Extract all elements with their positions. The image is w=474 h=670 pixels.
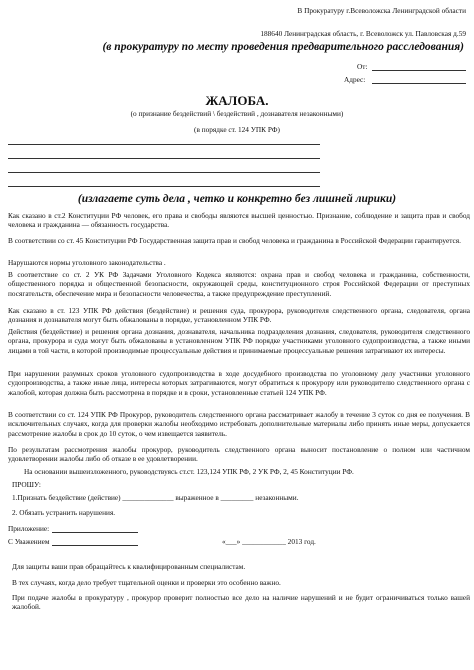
paragraph-1: Как сказано в ст.2 Конституции РФ человек, его права и свободы являются высшей ценностью. Признание, соблюдение и защита прав и свобод человека и гражданина — обязанность государства. [8, 211, 470, 230]
paragraph-7: При нарушении разумных сроков уголовного судопроизводства в ходе досудебного производства по уголовному делу участники уголовного судопроизводства, а также иные лица, интересы которых затрагиваются, могут обратиться к прокурору или руководителю следственного органа с жалобой, которая должна быть рассмотрена в порядке и в сроки, установленные статьей 124 УПК РФ. [8, 369, 470, 397]
essence-blank-2 [8, 158, 320, 159]
address-blank [372, 83, 466, 84]
footer-note-3: При подаче жалобы в прокуратуру , прокурор проверит полностью все дело на наличие нарушений и не будит ограничиваться только вашей жалобой. [12, 593, 470, 612]
paragraph-5: Как сказано в ст. 123 УПК РФ действия (бездействие) и решения суда, прокурора, руководителя следственного органа, следователя, органа дознания и дознавателя могут быть обжалованы в порядке, установленном УПК РФ. [8, 306, 470, 325]
request-label: ПРОШУ: [12, 480, 41, 489]
paragraph-8: В соответствии со ст. 124 УПК РФ Прокурор, руководитель следственного органа рассматривает жалобу в течение 3 суток со дня ее получения. В исключительных случаях, когда для проверки жалобы необходимо истребовать дополнительные материалы либо принять иные меры, допускается рассмотрение жалобы в срок до 10 суток, о чем извещается заявитель. [8, 410, 470, 438]
request-item-1: 1.Признать бездействие (действие) ______________ выраженное в _________ незаконными. [12, 493, 299, 502]
attachment-blank [52, 532, 138, 533]
essence-blank-1 [8, 144, 320, 145]
recipient-line: В Прокуратуру г.Всеволожска Ленинградской области [297, 6, 466, 15]
recipient-address: 188640 Ленинградская область, г. Всеволожск ул. Павловская д.59 [260, 29, 466, 38]
paragraph-6: Действия (бездействие) и решения органа дознания, дознавателя, начальника подразделения дознания, следователя, руководителя следственного органа, прокурора и суда могут быть обжалованы в установленном УПК РФ порядке участниками уголовного судопроизводства, а также иными лицами в той части, в которой производимые процессуальные действия и принимаемые процессуальные решения затрагивают их интересы. [8, 327, 470, 355]
essence-blank-3 [8, 172, 320, 173]
from-blank [372, 70, 466, 71]
basis-line: На основании вышеизложенного, руководствуясь ст.ст. 123,124 УПК РФ, 2 УК РФ, 2, 45 Конституции РФ. [24, 467, 354, 476]
footer-note-2: В тех случаях, когда дело требует тщательной оценки и проверки это особенно важно. [12, 578, 281, 587]
paragraph-3: Нарушаются нормы уголовного законодательства . [8, 258, 166, 267]
paragraph-2: В соответствии со ст. 45 Конституции РФ Государственная защита прав и свобод человека и гражданина в Российской Федерации гарантируется. [8, 236, 461, 245]
signature-blank [52, 545, 138, 546]
procedure-note: (в порядке ст. 124 УПК РФ) [194, 125, 280, 134]
from-label: От: [357, 62, 368, 71]
address-label: Адрес: [344, 75, 366, 84]
paragraph-4: В соответствие со ст. 2 УК РФ Задачами Уголовного Кодекса являются: охрана прав и свобод человека и гражданина, собственности, общественного порядка и общественной безопасности, окружающей среды, конституционного строя Российской Федерации от преступных посягательств, обеспечение мира и безопасности человечества, а также предупреждение преступлений. [8, 270, 470, 298]
signature-respect: С Уважением [8, 537, 50, 546]
attachment-label: Приложение: [8, 524, 50, 533]
essence-hint: (излагаете суть дела , четко и конкретно без лишней лирики) [77, 193, 397, 205]
signature-date: «___» ____________ 2013 год. [222, 537, 316, 546]
footer-note-1: Для защиты ваши прав обращайтесь к квалифицированным специалистам. [12, 562, 246, 571]
essence-blank-4 [8, 186, 320, 187]
document-title: ЖАЛОБА. [205, 93, 269, 108]
recipient-hint: (в прокуратуру по месту проведения предварительного расследования) [102, 41, 464, 53]
paragraph-9: По результатам рассмотрения жалобы прокурор, руководитель следственного органа выносит постановление о полном или частичном удовлетворении жалобы либо об отказе в ее удовлетворении. [8, 445, 470, 464]
document-subtitle: (о признание бездействий \ бездействий , дознавателя незаконными) [130, 109, 344, 118]
request-item-2: 2. Обязать устранить нарушения. [12, 508, 116, 517]
